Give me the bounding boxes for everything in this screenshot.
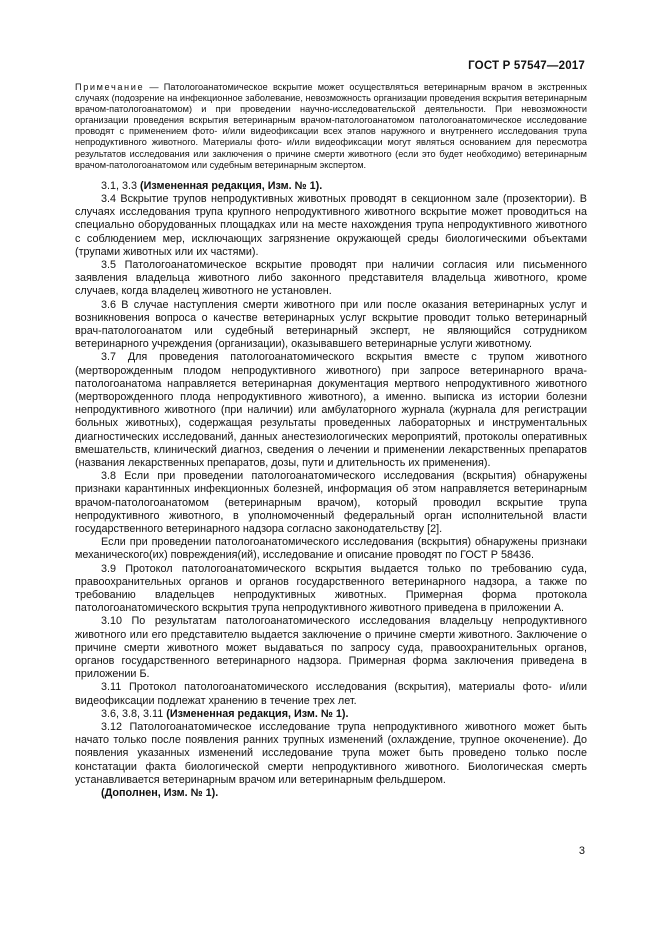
clause-3-9: 3.9 Протокол патологоанатомического вскрытия выдается только по требованию суда, правоохранительных органов и органов государственного ветеринарного надзора, а также по требованию владельцев непродуктивных животных. Примерная форма протокола патологоанатомического вскрытия трупа непродуктивного животного приведена в приложении А.	[75, 562, 587, 615]
amendment-clauses: 3.6, 3.8, 3.11	[101, 707, 167, 720]
addition-note: (Дополнен, Изм. № 1).	[101, 787, 219, 800]
amendment-line-3-6	[75, 708, 587, 721]
amendment-note: (Измененная редакция, Изм. № 1).	[166, 707, 349, 720]
amendment-clauses: 3.1, 3.3	[101, 179, 141, 192]
note-text: — Патологоанатомическое вскрытие может осуществляться ветеринарным врачом в экстренных случаях (подозрение на инфекционное заболевание, невозможность организации проведения вскрытия ветеринарным врачом-патологоанатомом) и при проведении научно-исследовательской деятельности. При невозможности организации проведения вскрытия ветеринарным врачом-патологоанатомом патологоанатомическое исследование проводят с применением фото- и/или видеофиксации всех этапов наружного и внутреннего исследования трупа непродуктивного животного. Материалы фото- и/или видеофиксации могут являться основанием для пересмотра результатов исследования или заключения о причине смерти животного (если это будет необходимо) ветеринарным врачом-патологоанатомом или судебным ветеринарным экспертом.	[75, 82, 587, 170]
clause-3-11: 3.11 Протокол патологоанатомического исследования (вскрытия), материалы фото- и/или видеофиксации подлежат хранению в течение трех лет.	[75, 681, 587, 707]
clause-3-4: 3.4 Вскрытие трупов непродуктивных животных проводят в секционном зале (прозектории). В случаях исследования трупа крупного непродуктивного животного вскрытие может проводиться на специально оборудованных площадках или на месте нахождения трупа непродуктивного животного с соблюдением мер, исключающих загрязнение окружающей среды биологическими объектами (трупами животных или их частями).	[75, 192, 587, 258]
clause-3-8-continued: Если при проведении патологоанатомического исследования (вскрытия) обнаружены признаки механического(их) повреждения(ий), исследование и описание проводят по ГОСТ Р 58436.	[75, 536, 587, 562]
document-code: ГОСТ Р 57547—2017	[468, 60, 585, 72]
main-text	[75, 180, 587, 801]
note-label: Примечание	[75, 82, 145, 92]
page-number: 3	[578, 845, 585, 857]
clause-3-10: 3.10 По результатам патологоанатомического исследования владельцу непродуктивного животного или его представителю выдается заключение о причине смерти животного. Заключение о причине смерти животного может выдаваться по запросу суда, правоохранительных органов, органов государственного ветеринарного надзора. Примерная форма заключения приведена в приложении Б.	[75, 615, 587, 681]
clause-3-8: 3.8 Если при проведении патологоанатомического исследования (вскрытия) обнаружены признаки карантинных инфекционных болезней, информация об этом направляется ветеринарным врачом-патологоанатомом (ветеринарным врачом), который проводил вскрытие трупа непродуктивного животного, в уполномоченный федеральный орган исполнительной власти государственного ветеринарного надзора согласно законодательству [2].	[75, 470, 587, 536]
page-content	[75, 82, 587, 800]
amendment-note: (Измененная редакция, Изм. № 1).	[140, 179, 323, 192]
amendment-line-3-1	[75, 180, 587, 193]
note-paragraph	[75, 82, 587, 171]
clause-3-7: 3.7 Для проведения патологоанатомического вскрытия вместе с трупом животного (мертворожденным плодом непродуктивного животного) при запросе ветеринарного врача-патологоанатома направляется ветеринарная документация мертвого непродуктивного животного (мертворожденного плода непродуктивного животного), а именно. выписка из истории болезни непродуктивного животного (при наличии) или амбулаторного журнала (журнала для регистрации больных животных), содержащая результаты проведенных лабораторных и инструментальных диагностических исследований, данных анестезиологических мероприятий, протоколы оперативных вмешательств, клинический диагноз, сведения о лечении и применении лекарственных препаратов (названия лекарственных препаратов, дозы, пути и длительность их применения).	[75, 351, 587, 470]
clause-3-6: 3.6 В случае наступления смерти животного при или после оказания ветеринарных услуг и возникновения вопроса о качестве ветеринарных услуг вскрытие проводит только ветеринарный врач-патологоанатом или судебный ветеринарный эксперт, не являющийся сотрудником ветеринарного учреждения (организации), оказывавшего ветеринарные услуги животному.	[75, 298, 587, 351]
clause-3-5: 3.5 Патологоанатомическое вскрытие проводят при наличии согласия или письменного заявления владельца животного либо законного представителя владельца животного, кроме случаев, когда владелец животного не установлен.	[75, 258, 587, 298]
clause-3-12: 3.12 Патологоанатомическое исследование трупа непродуктивного животного может быть начато только после появления ранних трупных изменений (охлаждение, трупное окоченение). До появления указанных изменений исследование трупа может быть проведено только после констатации факта биологической смерти непродуктивного животного. Биологическая смерть устанавливается ветеринарным врачом или ветеринарным фельдшером.	[75, 721, 587, 786]
